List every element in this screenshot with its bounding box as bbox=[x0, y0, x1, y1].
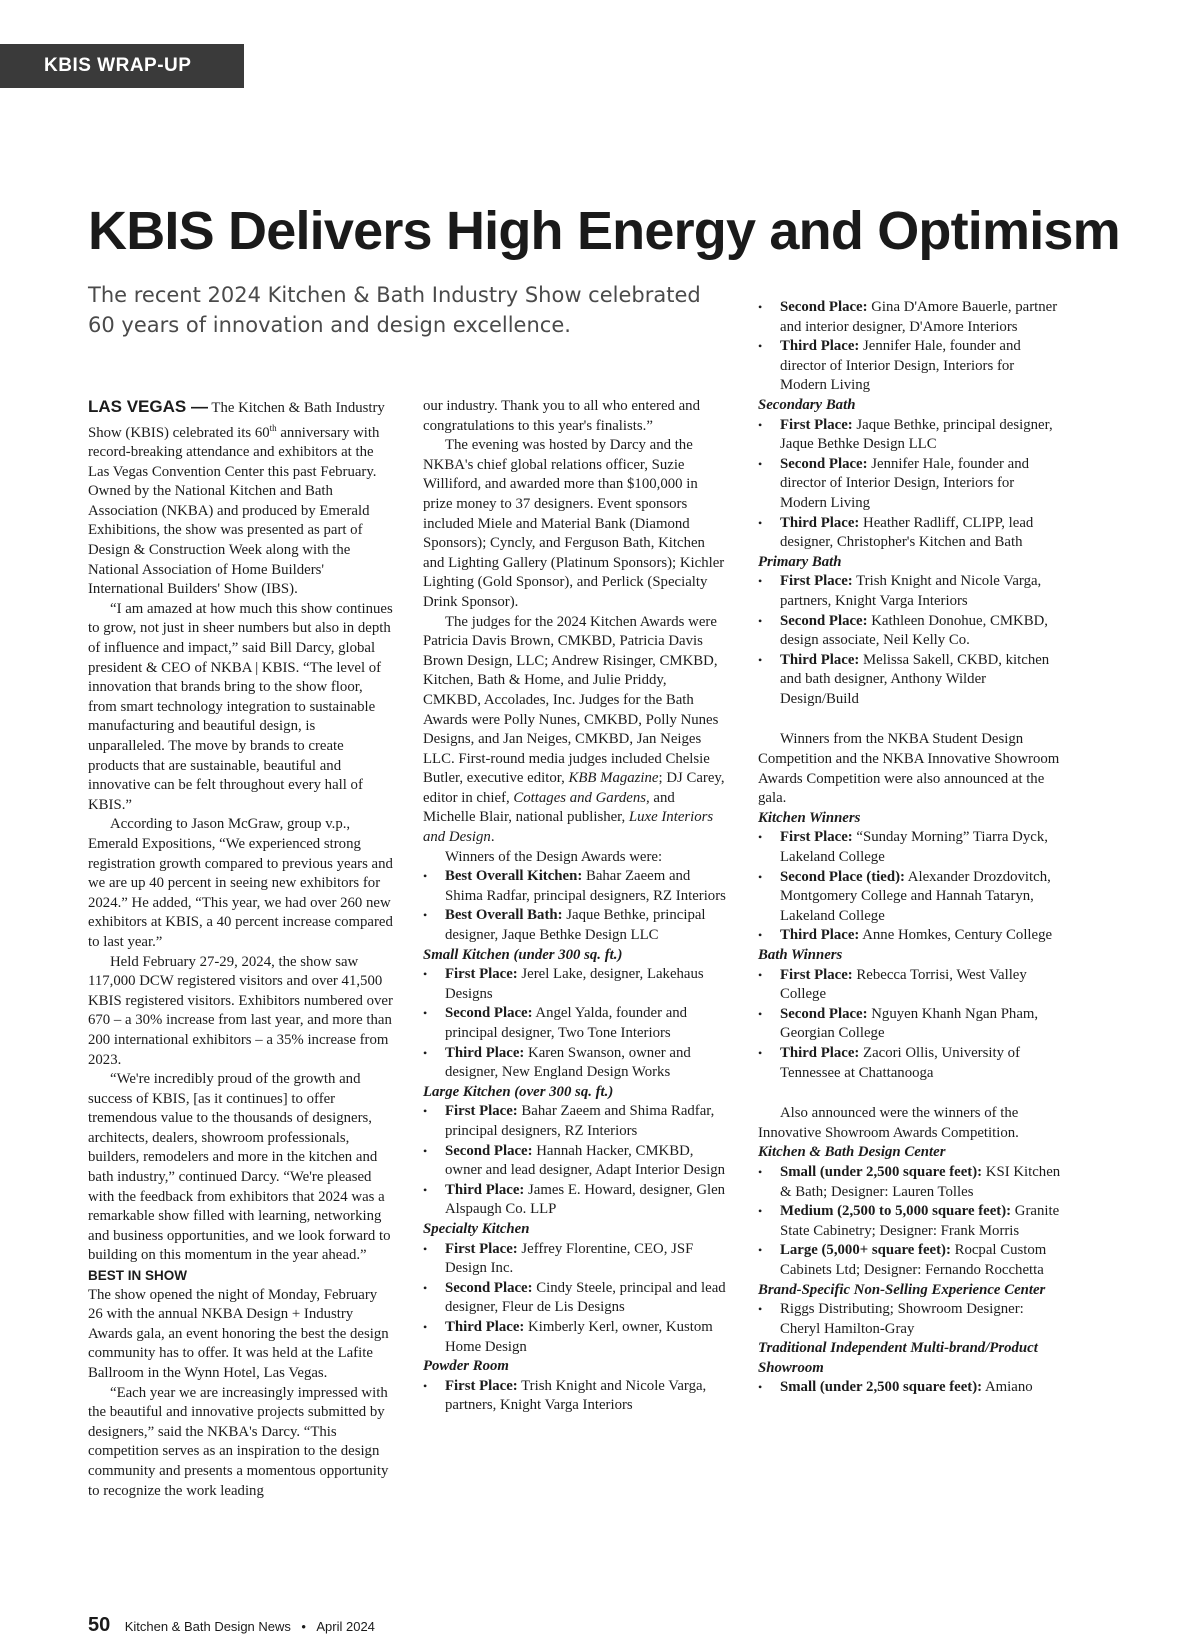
list-item bbox=[423, 867, 728, 906]
award-winner-text: Kimberly Kerl, owner, Kustom Home Design bbox=[445, 1318, 713, 1355]
paragraph: The judges for the 2024 Kitchen Awards were Patricia Davis Brown, CMKBD, Patricia Davis Brown Design, LLC; Andrew Risinger, CMKBD, Kitchen, Bath & Home, and Julie Priddy, CMKBD, Accolades, Inc. Judges for the Bath Awards were Polly Nunes, CMKBD, Polly Nunes Designs, and Jan Neiges, CMKBD, Jan Neiges LLC. First-round media judges included Chelsie Butler, executive editor, KBB Magazine; DJ Carey, editor in chief, Cottages and Gardens, and Michelle Blair, national publisher, Luxe Interiors and Design. bbox=[423, 613, 725, 846]
paragraph: “We're incredibly proud of the growth and success of KBIS, [as it continues] to offer tremendous value to the thousands of designers, architects, dealers, showroom professionals, builders, remodelers and more in the kitchen and bath industry,” continued Darcy. “We're pleased with the feedback from exhibitors that 2024 was a remarkable show filled with learning, networking and business opportunities, and we look forward to building on this momentum in the year ahead.” bbox=[88, 1071, 391, 1264]
award-place-label: First Place: bbox=[445, 1240, 518, 1257]
award-category: Kitchen Winners bbox=[758, 809, 861, 826]
list-item bbox=[758, 926, 1063, 946]
award-place-label: Second Place: bbox=[780, 299, 868, 315]
paragraph: According to Jason McGraw, group v.p., Emerald Expositions, “We experienced strong registration growth compared to previous years and we are up 40 percent in seeing new exhibitors for 2024.” He added, “This year, we had over 260 new exhibitors at KBIS, a 40 percent increase compared to last year.” bbox=[88, 816, 393, 950]
award-place-label: Second Place: bbox=[445, 1279, 533, 1296]
award-place-label: First Place: bbox=[780, 573, 853, 590]
award-category: Small Kitchen (under 300 sq. ft.) bbox=[423, 946, 623, 963]
award-winner-text: Rebecca Torrisi, West Valley College bbox=[780, 966, 1027, 1003]
award-place-label: Third Place: bbox=[445, 1318, 525, 1335]
award-list bbox=[758, 298, 1063, 396]
page-number: 50 bbox=[88, 1614, 111, 1636]
award-list bbox=[423, 965, 728, 1083]
list-item bbox=[758, 416, 1063, 455]
award-list bbox=[758, 1300, 1063, 1339]
award-place-label: Second Place: bbox=[445, 1142, 533, 1159]
award-winner-text: Trish Knight and Nicole Varga, partners, Knight Varga Interiors bbox=[445, 1377, 707, 1414]
list-item bbox=[423, 1181, 728, 1220]
award-place-label: Third Place: bbox=[445, 1044, 525, 1061]
award-place-label: Third Place: bbox=[780, 1044, 860, 1061]
list-item bbox=[423, 965, 728, 1004]
award-list bbox=[758, 966, 1063, 1084]
list-item bbox=[423, 1240, 728, 1279]
award-winner-text: Rocpal Custom Cabinets Ltd; Designer: Fernando Rocchetta bbox=[780, 1242, 1047, 1278]
award-category: Kitchen & Bath Design Center bbox=[758, 1144, 946, 1161]
list-item bbox=[758, 1378, 1063, 1398]
list-item bbox=[758, 651, 1063, 710]
award-winner-text: Nguyen Khanh Ngan Pham, Georgian College bbox=[780, 1005, 1039, 1042]
award-list bbox=[758, 828, 1063, 946]
award-winner-text: Angel Yalda, founder and principal designer, Two Tone Interiors bbox=[445, 1005, 688, 1041]
award-category: Large Kitchen (over 300 sq. ft.) bbox=[423, 1083, 614, 1100]
headline: KBIS Delivers High Energy and Optimism bbox=[88, 201, 1120, 261]
award-winner-text: Jerel Lake, designer, Lakehaus Designs bbox=[445, 966, 704, 1002]
issue-date: April 2024 bbox=[316, 1619, 375, 1634]
paragraph: Also announced were the winners of the Innovative Showroom Awards Competition. bbox=[758, 1105, 1019, 1141]
award-winner-text: Jennifer Hale, founder and director of Interior Design, Interiors for Modern Living bbox=[780, 338, 1021, 394]
list-item bbox=[758, 572, 1063, 611]
paragraph: Winners from the NKBA Student Design Competition and the NKBA Innovative Showroom Awards Competition were also announced at the gala. bbox=[758, 731, 1060, 807]
list-item bbox=[423, 1102, 728, 1141]
dateline: LAS VEGAS — bbox=[88, 397, 208, 416]
paragraph: “Each year we are increasingly impressed with the beautiful and innovative projects submitted by designers,” said the NKBA's Darcy. “This competition serves as an inspiration to the design community and presents a momentous opportunity to recognize the work leading bbox=[88, 1384, 389, 1499]
article-column-2 bbox=[423, 397, 728, 1416]
award-place-label: Second Place (tied): bbox=[780, 868, 905, 885]
footer-separator: • bbox=[301, 1619, 306, 1634]
award-place-label: Second Place: bbox=[780, 612, 868, 629]
award-list bbox=[758, 416, 1063, 553]
award-winner-text: Jeffrey Florentine, CEO, JSF Design Inc. bbox=[445, 1240, 694, 1277]
award-winner-text: Jennifer Hale, founder and director of Interior Design, Interiors for Modern Living bbox=[780, 455, 1030, 511]
award-place-label: First Place: bbox=[445, 1103, 518, 1120]
list-item bbox=[423, 1377, 728, 1416]
award-category: Secondary Bath bbox=[758, 396, 856, 413]
award-category: Traditional Independent Multi-brand/Product Showroom bbox=[758, 1340, 1038, 1376]
award-place-label: Third Place: bbox=[780, 514, 860, 531]
award-winner-text: Melissa Sakell, CKBD, kitchen and bath designer, Anthony Wilder Design/Build bbox=[780, 651, 1050, 707]
award-place-label: First Place: bbox=[780, 829, 853, 846]
list-item bbox=[758, 1163, 1063, 1202]
award-winner-text: Alexander Drozdovitch, Montgomery College and Hannah Tataryn, Lakeland College bbox=[780, 868, 1051, 924]
award-place-label: First Place: bbox=[445, 966, 518, 983]
award-winner-text: Riggs Distributing; Showroom Designer: Cheryl Hamilton-Gray bbox=[780, 1301, 1024, 1337]
paragraph: Held February 27-29, 2024, the show saw 117,000 DCW registered visitors and over 41,500 KBIS registered visitors. Exhibitors numbered over 670 – a 30% increase from last year, and more than 200 international exhibitors – a 35% increase from 2023. bbox=[88, 953, 393, 1068]
award-winner-text: Jaque Bethke, principal designer, Jaque Bethke Design LLC bbox=[445, 907, 706, 944]
list-item bbox=[758, 1300, 1063, 1339]
paragraph: our industry. Thank you to all who entered and congratulations to this year's finalists.” bbox=[423, 398, 700, 434]
award-place-label: First Place: bbox=[445, 1377, 518, 1394]
award-list bbox=[758, 1163, 1063, 1281]
award-place-label: Small (under 2,500 square feet): bbox=[780, 1379, 983, 1396]
paragraph: “I am amazed at how much this show continues to grow, not just in sheer numbers but also in depth of influence and impact,” said Bill Darcy, global president & CEO of NKBA | KBIS. “The level of innovation that brands bring to the show floor, from smart technology integration to sustainable manufacturing and beautiful design, is unparalleled. The move by brands to create products that are sustainable, beautiful and innovative can be felt throughout every hall of KBIS.” bbox=[88, 600, 393, 813]
paragraph: The evening was hosted by Darcy and the NKBA's chief global relations officer, Suzie Williford, and awarded more than $100,000 in prize money to 37 designers. Event sponsors included Miele and Material Bank (Diamond Sponsors); Cyncly, and Ferguson Bath, Kitchen and Lighting Gallery (Platinum Sponsors); Kichler Lighting (Gold Sponsor), and Perlick (Specialty Drink Sponsor). bbox=[423, 437, 725, 610]
award-place-label: Small (under 2,500 square feet): bbox=[780, 1163, 983, 1180]
award-winner-text: Jaque Bethke, principal designer, Jaque Bethke Design LLC bbox=[780, 416, 1053, 453]
award-place-label: Second Place: bbox=[445, 1005, 533, 1022]
award-winner-text: “Sunday Morning” Tiarra Dyck, Lakeland College bbox=[780, 829, 1048, 866]
list-item bbox=[758, 1044, 1063, 1083]
award-list bbox=[423, 1240, 728, 1358]
award-winner-text: Gina D'Amore Bauerle, partner and interior designer, D'Amore Interiors bbox=[780, 299, 1058, 335]
list-item bbox=[758, 298, 1063, 337]
section-tag: KBIS WRAP-UP bbox=[0, 44, 244, 88]
award-winner-text: Kathleen Donohue, CMKBD, design associate, Neil Kelly Co. bbox=[780, 612, 1048, 649]
award-winner-text: Karen Swanson, owner and designer, New England Design Works bbox=[445, 1044, 691, 1081]
award-place-label: Third Place: bbox=[780, 338, 860, 355]
deck: The recent 2024 Kitchen & Bath Industry Show celebrated 60 years of innovation and design excellence. bbox=[88, 283, 701, 337]
paragraph: Winners of the Design Awards were: bbox=[445, 848, 663, 865]
list-item bbox=[758, 1005, 1063, 1044]
list-item bbox=[758, 1241, 1063, 1280]
award-place-label: Best Overall Kitchen: bbox=[445, 868, 583, 885]
award-place-label: Best Overall Bath: bbox=[445, 907, 563, 924]
award-winner-text: Bahar Zaeem and Shima Radfar, principal designers, RZ Interiors bbox=[445, 868, 726, 904]
list-item bbox=[423, 1004, 728, 1043]
award-category: Specialty Kitchen bbox=[423, 1220, 530, 1237]
award-place-label: Medium (2,500 to 5,000 square feet): bbox=[780, 1203, 1012, 1220]
award-category: Bath Winners bbox=[758, 947, 843, 963]
award-winner-text: Amiano bbox=[982, 1379, 1033, 1396]
award-list bbox=[423, 867, 728, 945]
list-item bbox=[758, 612, 1063, 651]
award-place-label: Large (5,000+ square feet): bbox=[780, 1242, 951, 1259]
award-place-label: First Place: bbox=[780, 966, 853, 983]
award-category: Powder Room bbox=[423, 1358, 509, 1375]
award-winner-text: Hannah Hacker, CMKBD, owner and lead designer, Adapt Interior Design bbox=[445, 1142, 726, 1179]
list-item bbox=[758, 337, 1063, 396]
award-winner-text: Trish Knight and Nicole Varga, partners, Knight Varga Interiors bbox=[780, 573, 1042, 609]
list-item bbox=[423, 1142, 728, 1181]
award-category: Primary Bath bbox=[758, 553, 842, 570]
award-winner-text: KSI Kitchen & Bath; Designer: Lauren Tolles bbox=[780, 1163, 1061, 1200]
list-item bbox=[758, 828, 1063, 867]
award-list bbox=[423, 1102, 728, 1220]
list-item bbox=[423, 1044, 728, 1083]
award-winner-text: Heather Radliff, CLIPP, lead designer, Christopher's Kitchen and Bath bbox=[780, 514, 1034, 551]
award-place-label: Third Place: bbox=[445, 1181, 525, 1198]
award-winner-text: Granite State Cabinetry; Designer: Frank Morris bbox=[780, 1203, 1060, 1239]
award-winner-text: Bahar Zaeem and Shima Radfar, principal designers, RZ Interiors bbox=[445, 1103, 715, 1139]
award-winner-text: Cindy Steele, principal and lead designer, Fleur de Lis Designs bbox=[445, 1279, 726, 1316]
award-winner-text: James E. Howard, designer, Glen Alspaugh Co. LLP bbox=[445, 1181, 726, 1218]
article-column-1 bbox=[88, 397, 393, 1501]
subhead-best-in-show: BEST IN SHOW bbox=[88, 1268, 188, 1284]
list-item bbox=[423, 1279, 728, 1318]
award-list bbox=[423, 1377, 728, 1416]
paragraph: LAS VEGAS — The Kitchen & Bath Industry Show (KBIS) celebrated its 60th anniversary with record-breaking attendance and exhibitors at the Las Vegas Convention Center this past February. Owned by the National Kitchen and Bath Association (NKBA) and produced by Emerald Exhibitions, the show was presented as part of Design & Construction Week along with the National Association of Home Builders' International Builders' Show (IBS). bbox=[88, 397, 385, 598]
award-list bbox=[758, 1378, 1063, 1398]
article-column-3 bbox=[758, 298, 1063, 1398]
award-place-label: First Place: bbox=[780, 416, 853, 433]
award-place-label: Second Place: bbox=[780, 455, 868, 472]
paragraph: The show opened the night of Monday, February 26 with the annual NKBA Design + Industry Awards gala, an event honoring the best the design community has to offer. It was held at the Lafite Ballroom in the Wynn Hotel, Las Vegas. bbox=[88, 1286, 389, 1382]
award-winner-text: Anne Homkes, Century College bbox=[859, 927, 1053, 944]
list-item bbox=[758, 1202, 1063, 1241]
publication-name: Kitchen & Bath Design News bbox=[124, 1619, 291, 1634]
award-place-label: Third Place: bbox=[780, 927, 860, 944]
award-category: Brand-Specific Non-Selling Experience Center bbox=[758, 1281, 1046, 1298]
list-item bbox=[758, 455, 1063, 514]
list-item bbox=[423, 906, 728, 945]
page-footer bbox=[88, 1614, 375, 1637]
list-item bbox=[758, 868, 1063, 927]
list-item bbox=[758, 966, 1063, 1005]
award-winner-text: Zacori Ollis, University of Tennessee at Chattanooga bbox=[780, 1044, 1021, 1081]
award-place-label: Second Place: bbox=[780, 1005, 868, 1022]
list-item bbox=[423, 1318, 728, 1357]
list-item bbox=[758, 514, 1063, 553]
award-place-label: Third Place: bbox=[780, 651, 860, 668]
award-list bbox=[758, 572, 1063, 709]
